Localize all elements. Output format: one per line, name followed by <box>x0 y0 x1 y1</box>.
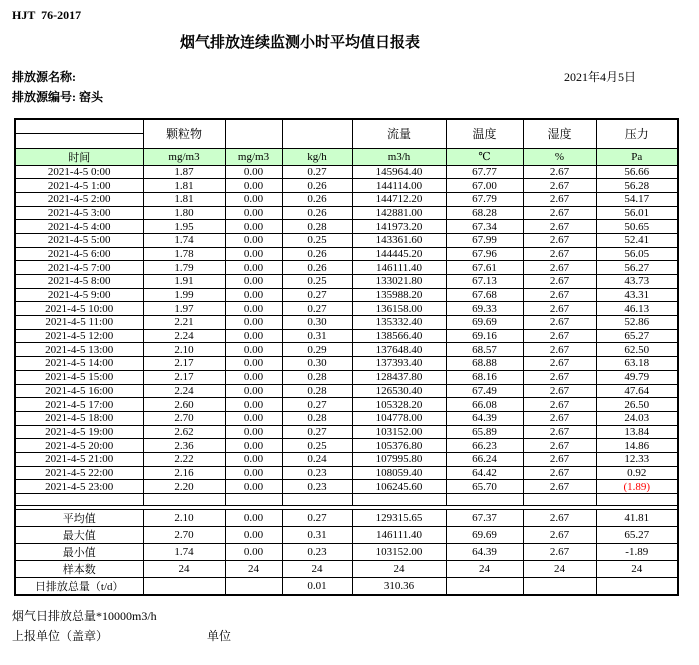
value-cell: 0.00 <box>225 370 282 384</box>
summary-value-cell: 146111.40 <box>352 527 446 544</box>
summary-label-cell: 日排放总量（t/d） <box>15 578 143 596</box>
value-cell: 135988.20 <box>352 288 446 302</box>
value-cell: 2.67 <box>523 302 596 316</box>
spacer-row <box>15 494 678 506</box>
column-header-blank-1 <box>225 119 282 148</box>
summary-value-cell <box>143 578 225 596</box>
summary-value-cell <box>225 578 282 596</box>
value-cell: 2.67 <box>523 220 596 234</box>
table-row <box>15 452 678 466</box>
value-cell: 0.00 <box>225 247 282 261</box>
value-cell: 2.67 <box>523 316 596 330</box>
time-cell: 2021-4-5 9:00 <box>15 288 143 302</box>
value-cell: 2.67 <box>523 439 596 453</box>
time-cell: 2021-4-5 14:00 <box>15 357 143 371</box>
table-row <box>15 288 678 302</box>
value-cell: 24.03 <box>596 411 678 425</box>
value-cell: 0.28 <box>282 370 352 384</box>
value-cell: 56.01 <box>596 206 678 220</box>
value-cell: 67.99 <box>446 233 523 247</box>
value-cell: 67.77 <box>446 165 523 179</box>
value-cell: 1.81 <box>143 192 225 206</box>
value-cell: 1.95 <box>143 220 225 234</box>
summary-value-cell: 0.00 <box>225 510 282 527</box>
time-cell: 2021-4-5 3:00 <box>15 206 143 220</box>
value-cell: (1.89) <box>596 480 678 494</box>
time-cell: 2021-4-5 20:00 <box>15 439 143 453</box>
column-header-flow: 流量 <box>352 119 446 148</box>
value-cell: 104778.00 <box>352 411 446 425</box>
unit-header-percent: % <box>523 148 596 165</box>
summary-value-cell <box>446 578 523 596</box>
value-cell: 0.27 <box>282 425 352 439</box>
value-cell: 0.25 <box>282 275 352 289</box>
value-cell: 0.00 <box>225 316 282 330</box>
value-cell: 144114.00 <box>352 179 446 193</box>
value-cell: 0.00 <box>225 288 282 302</box>
value-cell: 68.57 <box>446 343 523 357</box>
summary-value-cell: 2.70 <box>143 527 225 544</box>
table-row <box>15 316 678 330</box>
summary-value-cell: 24 <box>596 561 678 578</box>
value-cell: 2.36 <box>143 439 225 453</box>
time-cell: 2021-4-5 23:00 <box>15 480 143 494</box>
value-cell: 107995.80 <box>352 452 446 466</box>
value-cell: 2.62 <box>143 425 225 439</box>
value-cell: 0.92 <box>596 466 678 480</box>
meta-row <box>12 68 699 85</box>
value-cell: 14.86 <box>596 439 678 453</box>
value-cell: 0.00 <box>225 466 282 480</box>
summary-value-cell: 2.67 <box>523 510 596 527</box>
value-cell: 146111.40 <box>352 261 446 275</box>
standard-number: HJT 76-2017 <box>12 8 82 22</box>
time-cell: 2021-4-5 5:00 <box>15 233 143 247</box>
column-header-temperature: 温度 <box>446 119 523 148</box>
time-cell: 2021-4-5 12:00 <box>15 329 143 343</box>
value-cell: 0.26 <box>282 192 352 206</box>
value-cell: 54.17 <box>596 192 678 206</box>
summary-value-cell: 2.67 <box>523 527 596 544</box>
value-cell: 105376.80 <box>352 439 446 453</box>
summary-value-cell: 0.31 <box>282 527 352 544</box>
value-cell: 67.61 <box>446 261 523 275</box>
table-row <box>15 343 678 357</box>
summary-value-cell: 129315.65 <box>352 510 446 527</box>
value-cell: 2.67 <box>523 179 596 193</box>
time-cell: 2021-4-5 0:00 <box>15 165 143 179</box>
table-row <box>15 302 678 316</box>
title-row <box>0 31 600 52</box>
value-cell: 2.22 <box>143 452 225 466</box>
unit-header-time: 时间 <box>15 148 143 165</box>
value-cell: 67.68 <box>446 288 523 302</box>
value-cell: 2.67 <box>523 247 596 261</box>
summary-value-cell: 103152.00 <box>352 544 446 561</box>
value-cell: 67.13 <box>446 275 523 289</box>
value-cell: 68.16 <box>446 370 523 384</box>
value-cell: 1.81 <box>143 179 225 193</box>
time-cell: 2021-4-5 2:00 <box>15 192 143 206</box>
value-cell: 62.50 <box>596 343 678 357</box>
value-cell: 67.34 <box>446 220 523 234</box>
value-cell: 2.67 <box>523 480 596 494</box>
value-cell: 135332.40 <box>352 316 446 330</box>
value-cell: 67.49 <box>446 384 523 398</box>
time-cell: 2021-4-5 13:00 <box>15 343 143 357</box>
value-cell: 12.33 <box>596 452 678 466</box>
value-cell: 2.17 <box>143 357 225 371</box>
value-cell: 0.00 <box>225 302 282 316</box>
summary-value-cell: 0.23 <box>282 544 352 561</box>
summary-value-cell: -1.89 <box>596 544 678 561</box>
value-cell: 0.26 <box>282 247 352 261</box>
value-cell: 144712.20 <box>352 192 446 206</box>
summary-label-cell: 平均值 <box>15 510 143 527</box>
value-cell: 0.00 <box>225 165 282 179</box>
time-cell: 2021-4-5 15:00 <box>15 370 143 384</box>
table-row <box>15 329 678 343</box>
time-cell: 2021-4-5 17:00 <box>15 398 143 412</box>
value-cell: 0.27 <box>282 398 352 412</box>
value-cell: 65.70 <box>446 480 523 494</box>
value-cell: 2.24 <box>143 329 225 343</box>
value-cell: 52.86 <box>596 316 678 330</box>
unit-header-kgh: kg/h <box>282 148 352 165</box>
value-cell: 65.27 <box>596 329 678 343</box>
value-cell: 0.00 <box>225 179 282 193</box>
value-cell: 136158.00 <box>352 302 446 316</box>
table-row <box>15 179 678 193</box>
value-cell: 137648.40 <box>352 343 446 357</box>
value-cell: 1.80 <box>143 206 225 220</box>
time-cell: 2021-4-5 22:00 <box>15 466 143 480</box>
time-cell: 2021-4-5 19:00 <box>15 425 143 439</box>
table-row <box>15 261 678 275</box>
value-cell: 2.67 <box>523 425 596 439</box>
value-cell: 67.79 <box>446 192 523 206</box>
value-cell: 66.24 <box>446 452 523 466</box>
unit-header-celsius: ℃ <box>446 148 523 165</box>
summary-value-cell: 64.39 <box>446 544 523 561</box>
value-cell: 2.67 <box>523 466 596 480</box>
unit-label: 单位 <box>207 629 232 643</box>
value-cell: 2.70 <box>143 411 225 425</box>
value-cell: 56.05 <box>596 247 678 261</box>
value-cell: 142881.00 <box>352 206 446 220</box>
value-cell: 0.26 <box>282 261 352 275</box>
value-cell: 2.17 <box>143 370 225 384</box>
table-row <box>15 275 678 289</box>
unit-header-m3h: m3/h <box>352 148 446 165</box>
value-cell: 0.00 <box>225 220 282 234</box>
time-cell: 2021-4-5 16:00 <box>15 384 143 398</box>
value-cell: 0.26 <box>282 206 352 220</box>
table-row <box>15 233 678 247</box>
summary-value-cell: 0.00 <box>225 527 282 544</box>
value-cell: 108059.40 <box>352 466 446 480</box>
value-cell: 106245.60 <box>352 480 446 494</box>
summary-row <box>15 544 678 561</box>
value-cell: 43.73 <box>596 275 678 289</box>
value-cell: 2.20 <box>143 480 225 494</box>
summary-row <box>15 561 678 578</box>
value-cell: 69.69 <box>446 316 523 330</box>
summary-row <box>15 527 678 544</box>
source-name-label: 排放源名称: <box>12 70 76 84</box>
value-cell: 0.00 <box>225 384 282 398</box>
source-code-label: 排放源编号: 窑头 <box>12 90 103 104</box>
table-row <box>15 398 678 412</box>
value-cell: 0.00 <box>225 425 282 439</box>
value-cell: 2.16 <box>143 466 225 480</box>
unit-header-pa: Pa <box>596 148 678 165</box>
time-cell: 2021-4-5 4:00 <box>15 220 143 234</box>
value-cell: 0.00 <box>225 439 282 453</box>
value-cell: 2.21 <box>143 316 225 330</box>
value-cell: 68.88 <box>446 357 523 371</box>
table-row <box>15 206 678 220</box>
table-row <box>15 220 678 234</box>
value-cell: 2.67 <box>523 275 596 289</box>
value-cell: 0.26 <box>282 179 352 193</box>
table-row <box>15 384 678 398</box>
value-cell: 1.99 <box>143 288 225 302</box>
value-cell: 0.27 <box>282 288 352 302</box>
value-cell: 46.13 <box>596 302 678 316</box>
table-row <box>15 425 678 439</box>
value-cell: 0.23 <box>282 466 352 480</box>
report-date: 2021年4月5日 <box>563 70 636 84</box>
table-row <box>15 466 678 480</box>
table-row <box>15 439 678 453</box>
unit-header-mgm3-2: mg/m3 <box>225 148 282 165</box>
value-cell: 56.28 <box>596 179 678 193</box>
summary-value-cell: 69.69 <box>446 527 523 544</box>
summary-value-cell: 1.74 <box>143 544 225 561</box>
value-cell: 64.42 <box>446 466 523 480</box>
table-row <box>15 480 678 494</box>
value-cell: 2.67 <box>523 192 596 206</box>
value-cell: 103152.00 <box>352 425 446 439</box>
table-row <box>15 370 678 384</box>
time-cell: 2021-4-5 8:00 <box>15 275 143 289</box>
summary-value-cell: 2.10 <box>143 510 225 527</box>
value-cell: 47.64 <box>596 384 678 398</box>
value-cell: 2.67 <box>523 384 596 398</box>
value-cell: 2.67 <box>523 206 596 220</box>
value-cell: 0.28 <box>282 411 352 425</box>
value-cell: 0.00 <box>225 452 282 466</box>
value-cell: 63.18 <box>596 357 678 371</box>
split-divider <box>16 120 143 134</box>
value-cell: 1.74 <box>143 233 225 247</box>
summary-value-cell: 2.67 <box>523 544 596 561</box>
value-cell: 0.31 <box>282 329 352 343</box>
value-cell: 143361.60 <box>352 233 446 247</box>
value-cell: 2.67 <box>523 398 596 412</box>
value-cell: 0.00 <box>225 275 282 289</box>
value-cell: 49.79 <box>596 370 678 384</box>
value-cell: 66.23 <box>446 439 523 453</box>
time-cell: 2021-4-5 7:00 <box>15 261 143 275</box>
summary-value-cell: 67.37 <box>446 510 523 527</box>
value-cell: 0.23 <box>282 480 352 494</box>
value-cell: 1.91 <box>143 275 225 289</box>
value-cell: 141973.20 <box>352 220 446 234</box>
table-row <box>15 165 678 179</box>
table-row <box>15 192 678 206</box>
column-header-humidity: 湿度 <box>523 119 596 148</box>
value-cell: 2.67 <box>523 343 596 357</box>
summary-value-cell: 310.36 <box>352 578 446 596</box>
report-table <box>14 118 679 596</box>
summary-value-cell: 0.27 <box>282 510 352 527</box>
time-header-split-cell <box>15 119 143 148</box>
value-cell: 144445.20 <box>352 247 446 261</box>
value-cell: 2.67 <box>523 370 596 384</box>
value-cell: 133021.80 <box>352 275 446 289</box>
value-cell: 2.67 <box>523 329 596 343</box>
summary-value-cell: 24 <box>523 561 596 578</box>
table-row <box>15 411 678 425</box>
value-cell: 68.28 <box>446 206 523 220</box>
summary-value-cell <box>523 578 596 596</box>
summary-value-cell: 0.00 <box>225 544 282 561</box>
value-cell: 64.39 <box>446 411 523 425</box>
summary-label-cell: 最大值 <box>15 527 143 544</box>
report-page <box>0 8 699 644</box>
value-cell: 0.25 <box>282 233 352 247</box>
value-cell: 2.67 <box>523 165 596 179</box>
value-cell: 1.87 <box>143 165 225 179</box>
summary-value-cell: 24 <box>352 561 446 578</box>
value-cell: 0.25 <box>282 439 352 453</box>
value-cell: 2.67 <box>523 452 596 466</box>
value-cell: 67.00 <box>446 179 523 193</box>
value-cell: 0.00 <box>225 411 282 425</box>
summary-row <box>15 578 678 596</box>
value-cell: 0.00 <box>225 192 282 206</box>
value-cell: 0.00 <box>225 343 282 357</box>
value-cell: 0.30 <box>282 316 352 330</box>
summary-label-cell: 样本数 <box>15 561 143 578</box>
value-cell: 0.27 <box>282 302 352 316</box>
summary-value-cell: 41.81 <box>596 510 678 527</box>
summary-value-cell: 24 <box>225 561 282 578</box>
value-cell: 1.97 <box>143 302 225 316</box>
table-row <box>15 357 678 371</box>
value-cell: 69.16 <box>446 329 523 343</box>
value-cell: 0.30 <box>282 357 352 371</box>
summary-label-cell: 最小值 <box>15 544 143 561</box>
value-cell: 43.31 <box>596 288 678 302</box>
value-cell: 2.67 <box>523 411 596 425</box>
value-cell: 2.67 <box>523 233 596 247</box>
value-cell: 128437.80 <box>352 370 446 384</box>
report-title: 烟气排放连续监测小时平均值日报表 <box>179 35 420 51</box>
value-cell: 66.08 <box>446 398 523 412</box>
column-header-particulate: 颗粒物 <box>143 119 225 148</box>
report-unit-label: 上报单位（盖章） <box>12 629 109 643</box>
value-cell: 0.00 <box>225 357 282 371</box>
value-cell: 0.00 <box>225 398 282 412</box>
value-cell: 2.67 <box>523 357 596 371</box>
value-cell: 50.65 <box>596 220 678 234</box>
footer-note: 烟气日排放总量*10000m3/h <box>12 609 157 623</box>
summary-value-cell: 24 <box>143 561 225 578</box>
value-cell: 65.89 <box>446 425 523 439</box>
value-cell: 0.29 <box>282 343 352 357</box>
value-cell: 0.00 <box>225 233 282 247</box>
value-cell: 0.28 <box>282 384 352 398</box>
value-cell: 145964.40 <box>352 165 446 179</box>
time-cell: 2021-4-5 11:00 <box>15 316 143 330</box>
value-cell: 0.00 <box>225 261 282 275</box>
value-cell: 0.24 <box>282 452 352 466</box>
time-cell: 2021-4-5 18:00 <box>15 411 143 425</box>
unit-header-mgm3-1: mg/m3 <box>143 148 225 165</box>
value-cell: 69.33 <box>446 302 523 316</box>
summary-value-cell: 24 <box>446 561 523 578</box>
value-cell: 56.27 <box>596 261 678 275</box>
table-row <box>15 247 678 261</box>
value-cell: 13.84 <box>596 425 678 439</box>
column-header-blank-2 <box>282 119 352 148</box>
value-cell: 0.00 <box>225 329 282 343</box>
time-cell: 2021-4-5 10:00 <box>15 302 143 316</box>
footer-signature-line <box>12 627 699 644</box>
value-cell: 1.78 <box>143 247 225 261</box>
value-cell: 2.24 <box>143 384 225 398</box>
time-cell: 2021-4-5 6:00 <box>15 247 143 261</box>
value-cell: 2.60 <box>143 398 225 412</box>
value-cell: 52.41 <box>596 233 678 247</box>
value-cell: 0.00 <box>225 206 282 220</box>
value-cell: 137393.40 <box>352 357 446 371</box>
value-cell: 2.67 <box>523 261 596 275</box>
value-cell: 138566.40 <box>352 329 446 343</box>
summary-row <box>15 510 678 527</box>
value-cell: 2.67 <box>523 288 596 302</box>
value-cell: 1.79 <box>143 261 225 275</box>
value-cell: 56.66 <box>596 165 678 179</box>
value-cell: 105328.20 <box>352 398 446 412</box>
value-cell: 0.28 <box>282 220 352 234</box>
column-header-pressure: 压力 <box>596 119 678 148</box>
value-cell: 126530.40 <box>352 384 446 398</box>
value-cell: 2.10 <box>143 343 225 357</box>
value-cell: 0.27 <box>282 165 352 179</box>
summary-value-cell: 0.01 <box>282 578 352 596</box>
value-cell: 67.96 <box>446 247 523 261</box>
group-header-row <box>15 119 678 148</box>
summary-value-cell: 65.27 <box>596 527 678 544</box>
summary-value-cell <box>596 578 678 596</box>
time-cell: 2021-4-5 1:00 <box>15 179 143 193</box>
unit-header-row <box>15 148 678 165</box>
summary-value-cell: 24 <box>282 561 352 578</box>
time-cell: 2021-4-5 21:00 <box>15 452 143 466</box>
value-cell: 26.50 <box>596 398 678 412</box>
value-cell: 0.00 <box>225 480 282 494</box>
